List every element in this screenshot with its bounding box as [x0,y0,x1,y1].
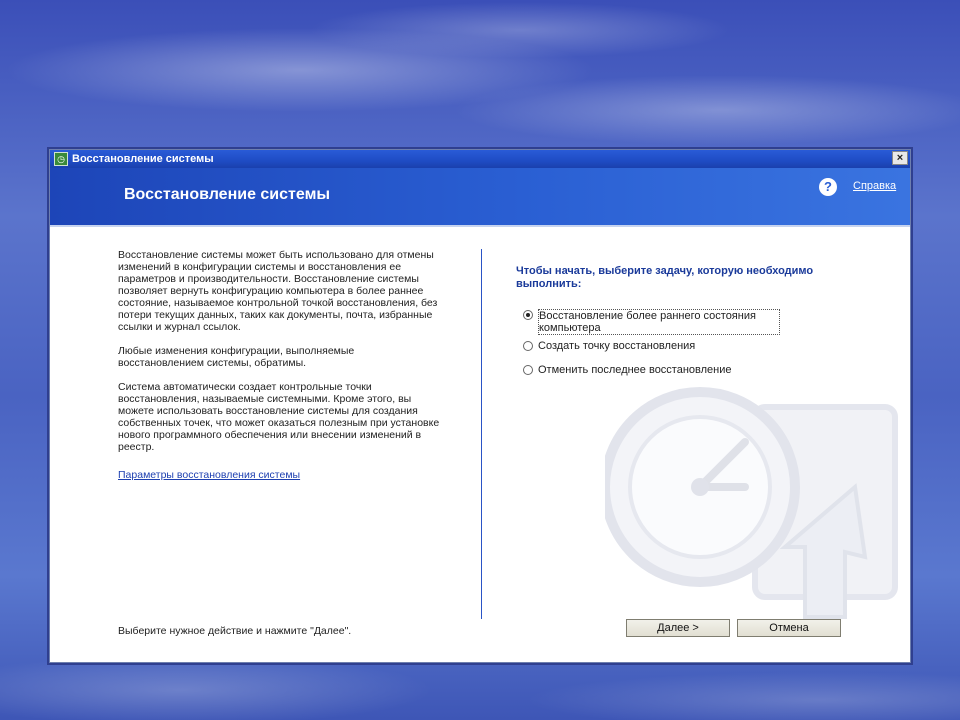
vertical-divider [481,249,482,619]
option-restore-earlier[interactable] [523,309,780,335]
dialog-body [50,227,910,662]
header-banner [50,168,910,227]
help-link[interactable]: Справка [853,180,897,192]
task-heading: Чтобы начать, выберите задачу, которую необходимо выполнить: [516,265,814,290]
radio-create-point[interactable] [523,341,533,351]
description-paragraph: Система автоматически создает контрольные точки восстановления, называемые системными. Кроме этого, вы можете использовать восстановление системы для создания собственных точек, что может оказаться полезным при установке нового программного обеспечения или внесении изменений в реестр. [118,381,440,453]
help-icon[interactable]: ? [819,178,837,196]
cancel-button[interactable]: Отмена [737,619,841,637]
close-button[interactable]: × [892,151,908,165]
title-bar[interactable] [50,150,910,168]
system-restore-icon: ◷ [54,152,68,166]
option-label[interactable]: Восстановление более раннего состояния компьютера [538,309,780,335]
description-paragraph: Любые изменения конфигурации, выполняемые восстановлением системы, обратимы. [118,345,355,369]
clock-restore-watermark-icon [605,377,905,647]
description-text [118,249,443,493]
window-title: Восстановление системы [72,153,214,165]
option-undo-restore[interactable] [523,364,732,376]
radio-undo-restore[interactable] [523,365,533,375]
option-label[interactable]: Отменить последнее восстановление [538,364,732,376]
description-paragraph: Восстановление системы может быть использовано для отмены изменений в конфигурации системы и восстановления ее параметров и производительности. Восстановление системы позволяет вернуть конфигурацию компьютера в более раннее состояние, называемое контрольной точкой восстановления, без потери текущих данных, таких как документы, почта, избранные ссылки и журнал ссылок. [118,249,438,333]
next-button[interactable]: Далее > [626,619,730,637]
option-label[interactable]: Создать точку восстановления [538,340,696,352]
option-create-point[interactable] [523,340,695,352]
page-title: Восстановление системы [124,186,331,203]
radio-restore-earlier[interactable] [523,310,533,320]
system-restore-dialog [49,149,911,663]
footer-instruction: Выберите нужное действие и нажмите "Далее". [118,625,352,637]
restore-settings-link[interactable]: Параметры восстановления системы [118,469,301,481]
